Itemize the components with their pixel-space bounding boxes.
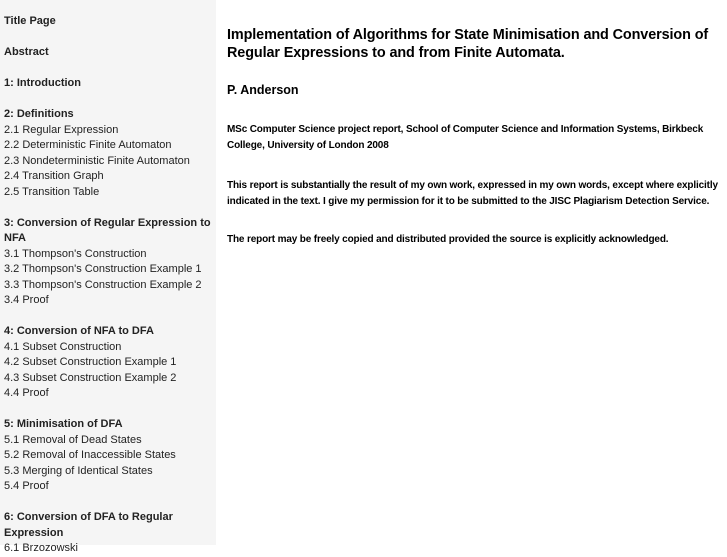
title-page-body [216,0,727,248]
contents-list [0,0,216,557]
nav-item[interactable]: 5.2 Removal of Inaccessible States [4,449,176,461]
nav-item[interactable]: 3.1 Thompson's Construction [4,247,147,260]
spacer [4,495,216,511]
nav-item[interactable]: 4.1 Subset Construction [4,340,122,353]
nav-item[interactable]: 2.3 Nondeterministic Finite Automaton [4,154,190,167]
nav-item[interactable]: 3.3 Thompson's Construction Example 2 [4,278,202,291]
nav-item[interactable]: 3.2 Thompson's Construction Example 1 [4,263,202,275]
nav-abstract[interactable]: Abstract [4,46,49,58]
nav-nfa-to-dfa[interactable]: 4: Conversion of NFA to DFA [4,325,154,337]
nav-item[interactable]: 2.1 Regular Expression [4,123,119,136]
nav-dfa-to-regex[interactable]: 6: Conversion of DFA to Regular Expression [4,511,173,539]
report-info: MSc Computer Science project report, School of Computer Science and Information Systems, Birkbeck College, University of London 2008 [227,124,704,151]
nav-item[interactable]: 4.4 Proof [4,387,49,399]
report-title: Implementation of Algorithms for State Minimisation and Conversion of Regular Expressions to and from Finite Automata. [227,27,709,61]
author-name: P. Anderson [227,83,299,97]
contents-sidebar [0,0,216,554]
nav-title-page[interactable]: Title Page [4,15,56,27]
nav-item[interactable]: 4.2 Subset Construction Example 1 [4,356,177,368]
nav-regex-to-nfa[interactable]: 3: Conversion of Regular Expression to NFA [4,216,211,244]
copy-notice: The report may be freely copied and distributed provided the source is explicitly acknowledged. [227,234,669,245]
nav-item[interactable]: 2.4 Transition Graph [4,170,104,182]
nav-item[interactable]: 3.4 Proof [4,294,49,306]
nav-item[interactable]: 5.1 Removal of Dead States [4,433,142,446]
nav-definitions[interactable]: 2: Definitions [4,108,74,120]
nav-item[interactable]: 2.5 Transition Table [4,185,100,198]
nav-introduction[interactable]: 1: Introduction [4,77,81,89]
spacer [4,200,216,216]
spacer [4,30,216,46]
declaration: This report is substantially the result of my own work, expressed in my own words, except where explicitly indicated in the text. I give my permission for it to be submitted to the JISC Plagiarism Detection Service. [227,180,718,207]
nav-item[interactable]: 5.3 Merging of Identical States [4,464,153,477]
nav-item[interactable]: 4.3 Subset Construction Example 2 [4,371,177,384]
nav-minimisation[interactable]: 5: Minimisation of DFA [4,418,123,430]
nav-item[interactable]: 2.2 Deterministic Finite Automaton [4,139,172,151]
spacer [4,309,216,325]
nav-item[interactable]: 6.1 Brzozowski [4,542,78,554]
spacer [4,61,216,77]
spacer [4,92,216,108]
spacer [4,402,216,418]
title-page-content [216,0,727,545]
nav-item[interactable]: 5.4 Proof [4,480,49,492]
